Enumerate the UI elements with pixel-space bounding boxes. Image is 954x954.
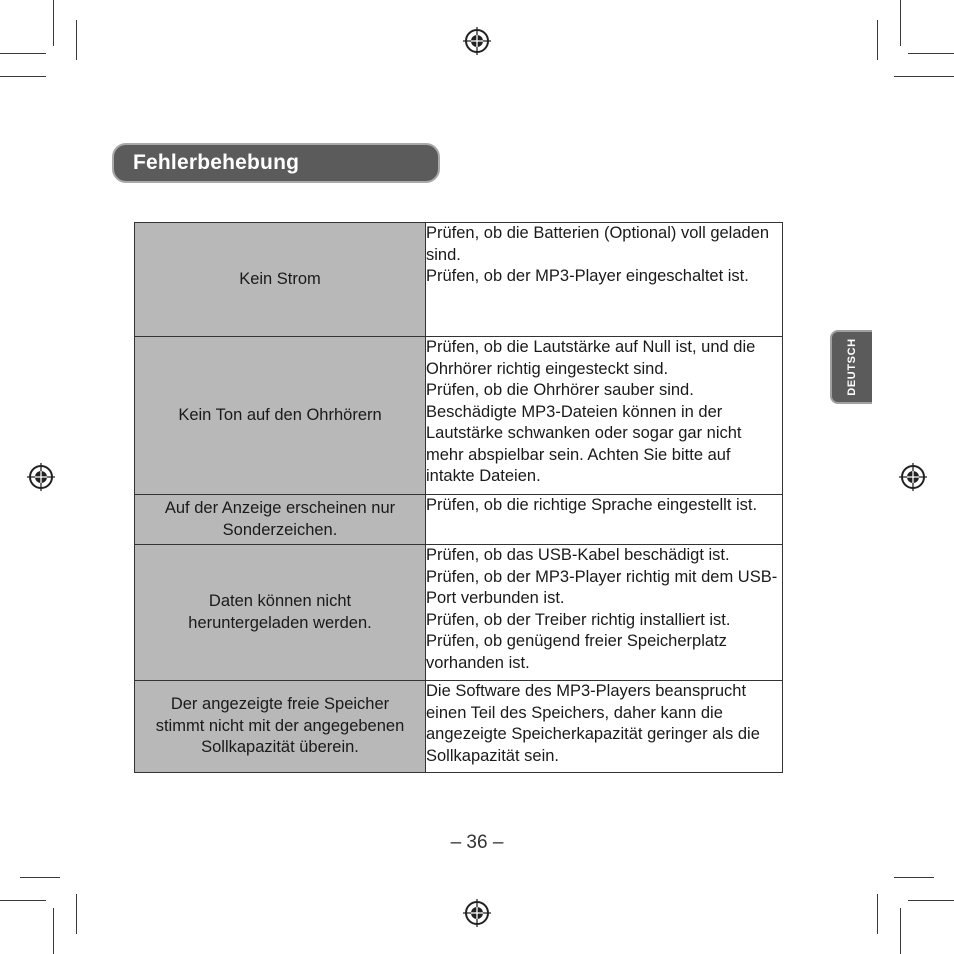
crop-mark <box>894 76 954 77</box>
solution-text: Prüfen, ob der MP3-Player eingeschaltet ist. <box>426 267 749 285</box>
crop-mark <box>53 0 54 46</box>
solution-cell <box>426 545 783 681</box>
crop-mark <box>76 20 77 60</box>
crop-mark <box>76 894 77 934</box>
registration-mark-icon <box>899 463 927 491</box>
crop-mark <box>0 76 46 77</box>
solution-text: Prüfen, ob der MP3-Player richtig mit dem USB-Port verbunden ist. <box>426 567 778 607</box>
crop-mark <box>20 877 60 878</box>
solution-text: Die Software des MP3-Players beansprucht einen Teil des Speichers, daher kann die angezeigte Speicherkapazität geringer als die Sollkapazität sein. <box>426 682 760 765</box>
solution-cell <box>426 337 783 495</box>
crop-mark <box>900 908 901 954</box>
solution-text: Prüfen, ob die Ohrhörer sauber sind. <box>426 381 694 399</box>
problem-text: Auf der Anzeige erscheinen nur <box>164 499 396 517</box>
crop-mark <box>908 900 954 901</box>
problem-text: Sonderzeichen. <box>222 520 338 539</box>
solution-text: Prüfen, ob die richtige Sprache eingestellt ist. <box>426 496 758 514</box>
table-row <box>135 337 783 495</box>
solution-text: Prüfen, ob die Lautstärke auf Null ist, und die Ohrhörer richtig eingesteckt sind. <box>426 338 756 378</box>
problem-cell <box>135 223 426 337</box>
registration-mark-icon <box>27 463 55 491</box>
crop-mark <box>900 0 901 46</box>
solution-text: Prüfen, ob genügend freier Speicherplatz vorhanden ist. <box>426 632 727 672</box>
language-tab <box>830 330 872 404</box>
page-number: – 36 – <box>450 832 504 853</box>
registration-mark-icon <box>463 27 491 55</box>
solution-cell <box>426 495 783 545</box>
problem-text: Daten können nicht <box>208 592 352 610</box>
crop-mark <box>877 20 878 60</box>
problem-text: Sollkapazität überein. <box>201 738 359 757</box>
table-row <box>135 681 783 773</box>
problem-cell <box>135 495 426 545</box>
solution-cell <box>426 681 783 773</box>
solution-text: Prüfen, ob das USB-Kabel beschädigt ist. <box>426 546 730 564</box>
problem-text: Kein Strom <box>239 269 321 288</box>
crop-mark <box>877 894 878 934</box>
solution-text: Prüfen, ob die Batterien (Optional) voll geladen sind. <box>426 224 770 264</box>
section-title-bar <box>112 143 440 183</box>
crop-mark <box>0 53 46 54</box>
solution-cell <box>426 223 783 337</box>
table-row <box>135 545 783 681</box>
problem-text: Der angezeigte freie Speicher <box>170 695 390 714</box>
registration-mark-icon <box>463 899 491 927</box>
crop-mark <box>908 53 954 54</box>
problem-cell <box>135 681 426 773</box>
crop-mark <box>53 908 54 954</box>
problem-text: stimmt nicht mit der angegebenen <box>155 716 405 735</box>
troubleshooting-table <box>134 222 783 773</box>
section-title: Fehlerbehebung <box>133 151 300 174</box>
table-row <box>135 223 783 337</box>
language-tab-label: DEUTSCH <box>846 338 858 396</box>
table-row <box>135 495 783 545</box>
solution-text: Prüfen, ob der Treiber richtig installiert ist. <box>426 610 731 629</box>
crop-mark <box>894 877 934 878</box>
problem-cell <box>135 545 426 681</box>
crop-mark <box>0 900 46 901</box>
problem-cell <box>135 337 426 495</box>
solution-text: Beschädigte MP3-Dateien können in der Lautstärke schwanken oder sogar gar nicht mehr abspielbar sein. Achten Sie bitte auf intakte Dateien. <box>426 402 742 485</box>
problem-text: Kein Ton auf den Ohrhörern <box>178 405 382 424</box>
problem-text: heruntergeladen werden. <box>188 613 372 632</box>
